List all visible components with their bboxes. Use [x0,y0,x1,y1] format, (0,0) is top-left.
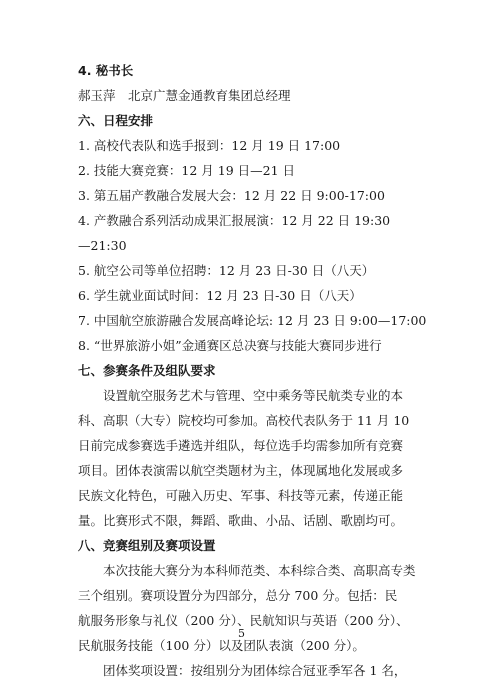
conditions-text-line: 民族文化特色，可融入历史、军事、科技等元素，传递正能 [78,488,404,503]
conditions-text-line: 量。比赛形式不限，舞蹈、歌曲、小品、话剧、歌剧均可。 [78,513,404,528]
schedule-item: 7. 中国航空旅游融合发展高峰论坛: 12 月 23 日 9:00—17:00 [78,313,427,328]
competition-heading: 八、竞赛组别及赛项设置 [78,538,216,553]
schedule-item-continuation: —21:30 [78,238,127,253]
competition-text-line: 本次技能大赛分为本科师范类、本科综合类、高职高专类 [103,563,416,578]
document-body [78,58,427,683]
schedule-item: 1. 高校代表队和选手报到：12 月 19 日 17:00 [78,138,341,153]
competition-text-line: 航服务形象与礼仪（200 分）、民航知识与英语（200 分）、 [78,613,409,628]
schedule-item: 4. 产教融合系列活动成果汇报展演：12 月 22 日 19:30 [78,213,391,228]
conditions-text-line: 项目。团体表演需以航空类题材为主，体现属地化发展或多 [78,463,404,478]
schedule-item: 5. 航空公司等单位招聘：12 月 23 日-30 日（八天） [78,263,375,278]
secretary-general-line: 郝玉萍 北京广慧金通教育集团总经理 [78,88,291,103]
conditions-text-line: 科、高职（大专）院校均可参加。高校代表队务于 11 月 10 [78,413,410,428]
competition-text-line: 三个组别。赛项设置分为四部分，总分 700 分。包括：民 [78,588,398,603]
schedule-item: 2. 技能大赛竞赛：12 月 19 日—21 日 [78,163,296,178]
schedule-item: 8. “世界旅游小姐”金通赛区总决赛与技能大赛同步进行 [78,338,382,353]
conditions-text-line: 日前完成参赛选手遴选并组队，每位选手均需参加所有竞赛 [78,438,404,453]
page-number: 5 [238,627,245,640]
competition-text-line: 民航服务技能（100 分）以及团队表演（200 分）。 [78,638,365,653]
conditions-heading: 七、参赛条件及组队要求 [78,363,216,378]
schedule-item: 6. 学生就业面试时间：12 月 23 日-30 日（八天） [78,288,362,303]
competition-text-line: 团体奖项设置：按组别分为团体综合冠亚季军各 1 名， [103,663,407,678]
schedule-heading: 六、日程安排 [78,113,154,128]
schedule-item: 3. 第五届产教融合发展大会：12 月 22 日 9:00-17:00 [78,188,385,203]
section-4-heading: 4. 秘书长 [78,63,134,78]
conditions-text-line: 设置航空服务艺术与管理、空中乘务等民航类专业的本 [103,388,404,403]
